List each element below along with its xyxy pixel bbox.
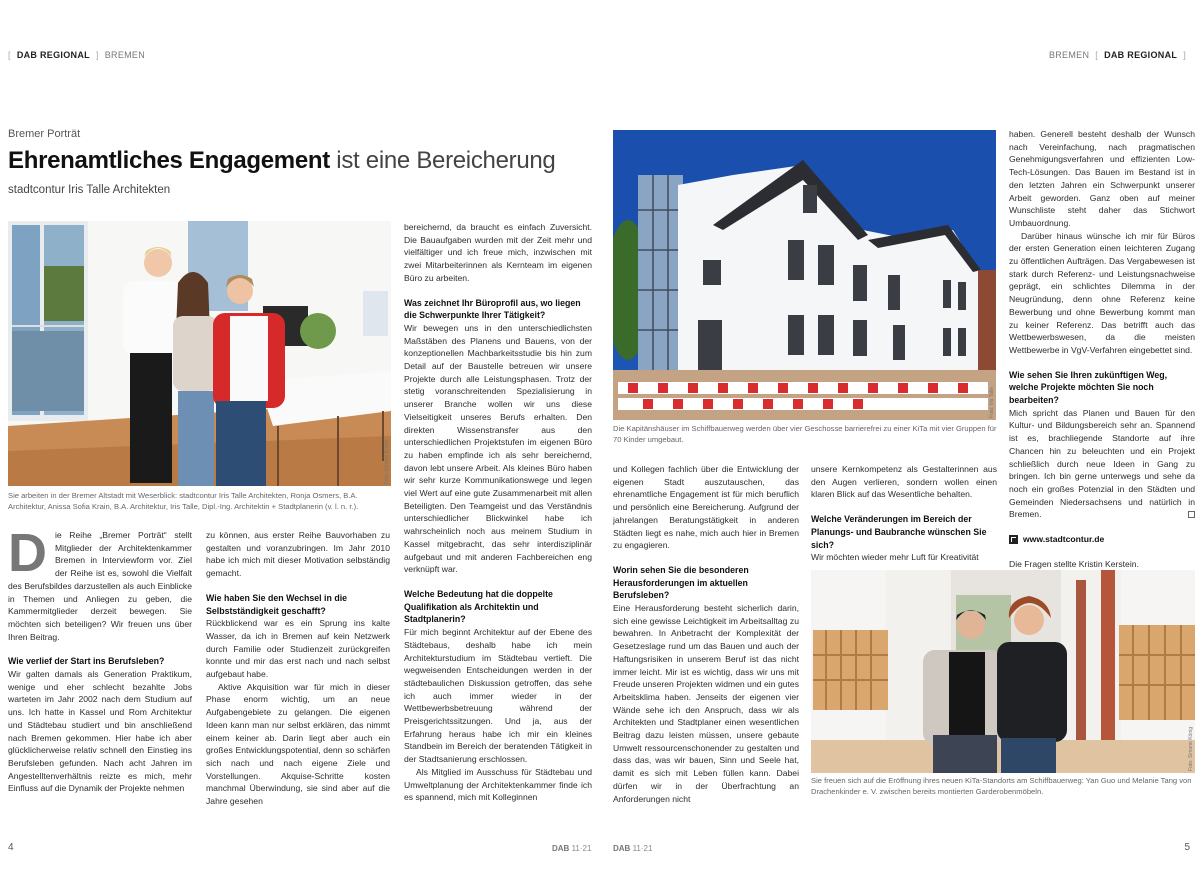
team-photo-illustration	[8, 221, 391, 486]
page-number-right: 5	[1184, 842, 1190, 853]
website-link-label: www.stadtcontur.de	[1023, 534, 1105, 545]
kita-photo-illustration	[811, 570, 1195, 773]
answer-paragraph: Für mich beginnt Architektur auf der Ebene des Städtebaus, deshalb habe ich mein Architekturstudium im Städtebau vertieft. Die wegweisenden Entscheidungen werden in der städtebaulichen Diskussion getroffen, das sehe ich auch immer wieder in der Wettbewerbsbetreuung während der Preisgerichtssitzungen. Und ja, aus der Erfahrung heraus habe ich mir ein kleines Standbein im Bereich der beratenden Tätigkeit in der Stadtsanierung erschlossen.	[404, 627, 592, 765]
question-heading: Worin sehen Sie die besonderen Herausforderungen im aktuellen Berufsleben?	[613, 564, 749, 601]
answer-paragraph: Wir galten damals als Generation Praktikum, wenige und eher schlecht bezahlte Jobs warteten im Jahr 2002 nach dem Studium auf uns. Ich hatte in Kassel und Rom Architektur und Städtebau studiert und bin anschließend nach Bremen gekommen. Hier habe ich aber glücklicherweise relativ schnell den Einstieg ins Berufsleben gefunden. Nach acht Jahren im Angestelltenverhältnis reizte es mich, mehr Einfluss auf die Dynamik der Projekte nehmen	[8, 669, 192, 794]
continued-paragraph: haben. Generell besteht deshalb der Wunsch nach Vereinfachung, nach pragmatischen Genehmigungsverfahren und effizienten Low-Tech-Lösungen. Das Bauen im Bestand ist in den letzten Jahren ein Schwerpunkt unserer Arbeit geworden. Ganz oben auf meiner Wunschliste steht daher das Stichwort Umbauordnung.	[1009, 129, 1195, 228]
running-head-region: BREMEN	[104, 50, 146, 60]
team-photo-caption: Sie arbeiten in der Bremer Altstadt mit Weserblick: stadtcontur Iris Talle Architekten, Ronja Osmers, B.A. Architektur, Anissa Sofia Krain, B.A. Architektur, Iris Talle, Dipl.-Ing. Architektin + Stadtplanerin (v. l. n. r.).	[8, 491, 359, 511]
right-column-1	[613, 463, 799, 805]
interviewer-credit: Die Fragen stellte Kristin Kerstein.	[1009, 558, 1139, 569]
continued-paragraph: unsere Kernkompetenz als Gestalterinnen aus den Augen verlieren, sondern wollen einen klaren Blick auf das Wesentliche behalten.	[811, 464, 997, 500]
headline-light: ist eine Bereicherung	[329, 147, 556, 174]
team-photo	[8, 221, 391, 486]
building-photo-caption: Die Kapitänshäuser im Schiffbauerweg werden über vier Geschosse barrierefrei zu einer KiTa mit vier Gruppen für 70 Kinder umgebaut.	[613, 424, 997, 444]
arrow-link-icon	[1009, 535, 1018, 544]
photo-credit: Foto: Simone König	[1188, 727, 1194, 771]
article-headline	[8, 146, 555, 176]
left-column-1	[8, 523, 192, 795]
photo-credit: Foto: Simone Krohn	[384, 439, 390, 484]
question-heading: Wie verlief der Start ins Berufsleben?	[8, 656, 165, 667]
left-column-3	[404, 221, 592, 804]
answer-paragraph: Als Mitglied im Ausschuss für Städtebau und Umweltplanung der Architektenkammer finde ich es spannend, mich mit Kolleginnen	[404, 766, 592, 803]
right-page	[600, 0, 1200, 875]
continued-paragraph: und Kollegen fachlich über die Entwicklung der eigenen Stadt auszutauschen, das ehrenamtliche Engagement ist für mich beruflich und persönlich eine Bereicherung. Aufgrund der jahrelangen Beratungstätigkeit in anderen Städten liegt es nahe, mich auch hier in Bremen zu engagieren.	[613, 464, 799, 551]
article-kicker: Bremer Porträt	[8, 128, 81, 140]
answer-paragraph: Wir bewegen uns in den unterschiedlichsten Maßstäben des Planens und Bauens, von der konzeptionellen Machbarkeitsstudie bis hin zum Detail auf der Baustelle betreuen wir unsere Projekte durch alle Leistungsphasen. Trotz der stetig voranschreitenden Spezialisierung in unserer Branche wollen wir uns diese Vielseitigkeit unseres Berufs erhalten. Den direkten Wissenstransfer aus den unterschiedlichen Projektstufen im eigenen Büro zu haben empfinde ich als sehr bereichernd, davon lebt unsere Arbeit. Als kleines Büro haben wir sehr kurze Kommunikationswege und legen viel Wert auf eine gute Zusammenarbeit mit allen Beteiligten. Den Teamgeist und das Verständnis unterschiedlicher Blickwinkel habe ich wahrscheinlich noch aus meinem Studium in Kassel mitgebracht, das sehr interdisziplinär aufgebaut und mit anderen Fachbereichen eng verknüpft war.	[404, 322, 592, 575]
answer-paragraph: Wir möchten wieder mehr Luft für Kreativität	[811, 552, 979, 563]
running-head-right: BREMEN [ DAB REGIONAL ]	[1048, 50, 1186, 60]
right-column-3	[1009, 128, 1195, 571]
headline-bold: Ehrenamtliches Engagement	[8, 147, 330, 174]
kita-photo-caption: Sie freuen sich auf die Eröffnung ihres neuen KiTa-Standorts am Schiffbauerweg: Yan Guo und Melanie Tang von Drachenkinder e. V. zwischen bereits montierten Garderobenmöbeln.	[811, 776, 1192, 796]
question-heading: Welche Bedeutung hat die doppelte Qualifikation als Architektin und Stadtplanerin?	[404, 588, 553, 625]
end-mark-icon	[1188, 511, 1195, 518]
question-heading: Was zeichnet Ihr Büroprofil aus, wo liegen die Schwerpunkte Ihrer Tätigkeit?	[404, 297, 581, 321]
kita-photo	[811, 570, 1195, 773]
question-heading: Welche Veränderungen im Bereich der Planungs- und Baubranche wünschen Sie sich?	[811, 514, 987, 550]
building-photo-illustration	[613, 130, 996, 420]
question-heading: Wie haben Sie den Wechsel in die Selbstständigkeit geschafft?	[206, 592, 348, 616]
running-head-brand: DAB REGIONAL	[16, 50, 90, 60]
footer-issue-right: DAB 11·21	[613, 844, 653, 853]
building-photo	[613, 130, 996, 420]
footer-issue-left: DAB 11·21	[552, 844, 592, 853]
page-number-left: 4	[8, 842, 14, 853]
intro-paragraph: Die Reihe „Bremer Porträt“ stellt Mitglieder der Architektenkammer Bremen in Interviewform vor. Ziel der Reihe ist es, sowohl die Vielfalt des Berufsbildes darzustellen als auch Einblicke in Themen und Anliegen zu geben, die Kammermitglieder derzeit bewegen. Sie möchten sich beteiligen? Wir freuen uns über Ihren Beitrag.	[8, 523, 192, 642]
photo-credit: Foto: Iris Talle	[989, 386, 995, 418]
right-column-2	[811, 463, 997, 564]
running-head-left: [ DAB REGIONAL ] BREMEN	[8, 50, 146, 60]
answer-paragraph: Darüber hinaus wünsche ich mir für Büros der ersten Generation einen leichteren Zugang zu öffentlichen Aufträgen. Das Vergabewesen ist stark durch Referenz- und Leistungsnachweise geprägt, ein schlichtes Dilemma in der Neugründung, denn ohne Referenz keine Bewerbung und ohne Bewerbung kommt man zu keiner Referenz. Das betrifft auch das Wettbewerbswesen, da die meisten Wettbewerbe in VgV-Verfahren eingebettet sind.	[1009, 230, 1195, 355]
running-head-region: BREMEN	[1048, 50, 1090, 60]
left-column-2	[206, 529, 390, 808]
answer-paragraph: Aktive Akquisition war für mich in dieser Phase enorm wichtig, um an neue Aufgabengebiete zu gelangen. Die eigenen Ideen kann man nur selbst erklären, das nimmt einem keiner ab. Darin liegt aber auch ein großes Entwicklungspotential, denn so schärfen sich nach und nach eigene Ziele und Vorstellungen. Akquise-Schritte kosten manchmal Überwindung, sie sind aber auf die Jahre gesehen	[206, 681, 390, 807]
continued-paragraph: bereichernd, da braucht es einfach Zuversicht. Die Bauaufgaben wurden mit der Zeit mehr und vielfältiger und ich freue mich, inzwischen mit zwei Mitarbeiterinnen als Kernteam im eigenen Büro zu arbeiten.	[404, 222, 592, 283]
question-heading: Wie sehen Sie Ihren zukünftigen Weg, welche Projekte möchten Sie noch bearbeiten?	[1009, 369, 1168, 406]
website-link[interactable]	[1009, 533, 1195, 546]
answer-paragraph: Eine Herausforderung besteht sicherlich darin, sich eine gewisse Leichtigkeit im Arbeitsalltag zu bewahren. In Anbetracht der Komplexität der Gesetzeslage rund um das Bauen und auch der Haftungsrisiken in unserem Beruf ist das nicht immer leicht. Mir ist es wichtig, dass wir uns mit Freude unseren Projekten widmen und ein gutes Arbeitsklima haben. Jenseits der eigenen vier Wände sehe ich den Anspruch, dass wir als Architekten und Stadtplaner einen wesentlichen Beitrag dazu leisten müssen, unsere gebaute Umwelt ressourcenschonender zu gestalten und dass das, was wir bauen, Sinn und Seele hat, damit es sich mit Leben füllen kann. Dabei dürfen wir in der Überfrachtung an Anforderungen nicht	[613, 603, 799, 804]
continued-paragraph: zu können, aus erster Reihe Bauvorhaben zu gestalten und voranzubringen. Im Jahr 2010 habe ich mich mit dieser Motivation selbständig gemacht.	[206, 530, 390, 579]
answer-paragraph: Rückblickend war es ein Sprung ins kalte Wasser, da ich in Bremen auf kein Netzwerk durch Familie oder Studienzeit zurückgreifen konnte und mir das erst nach und nach selbst aufgebaut habe.	[206, 618, 390, 680]
running-head-brand: DAB REGIONAL	[1104, 50, 1178, 60]
article-subline: stadtcontur Iris Talle Architekten	[8, 184, 171, 196]
answer-paragraph: Mich spricht das Planen und Bauen für den Kultur- und Bildungsbereich sehr an. Spannend ist es, brachliegende Standorte auf ihre Chancen hin zu beleuchten und ein Projekt schließlich durch neue Ideen in Gang zu bringen. Ich bin gerne unterwegs und sehe da noch ein großes Potenzial in den Städten und Gemeinden Niedersachsens und natürlich in Bremen.	[1009, 407, 1195, 520]
dropcap: D	[8, 523, 47, 583]
